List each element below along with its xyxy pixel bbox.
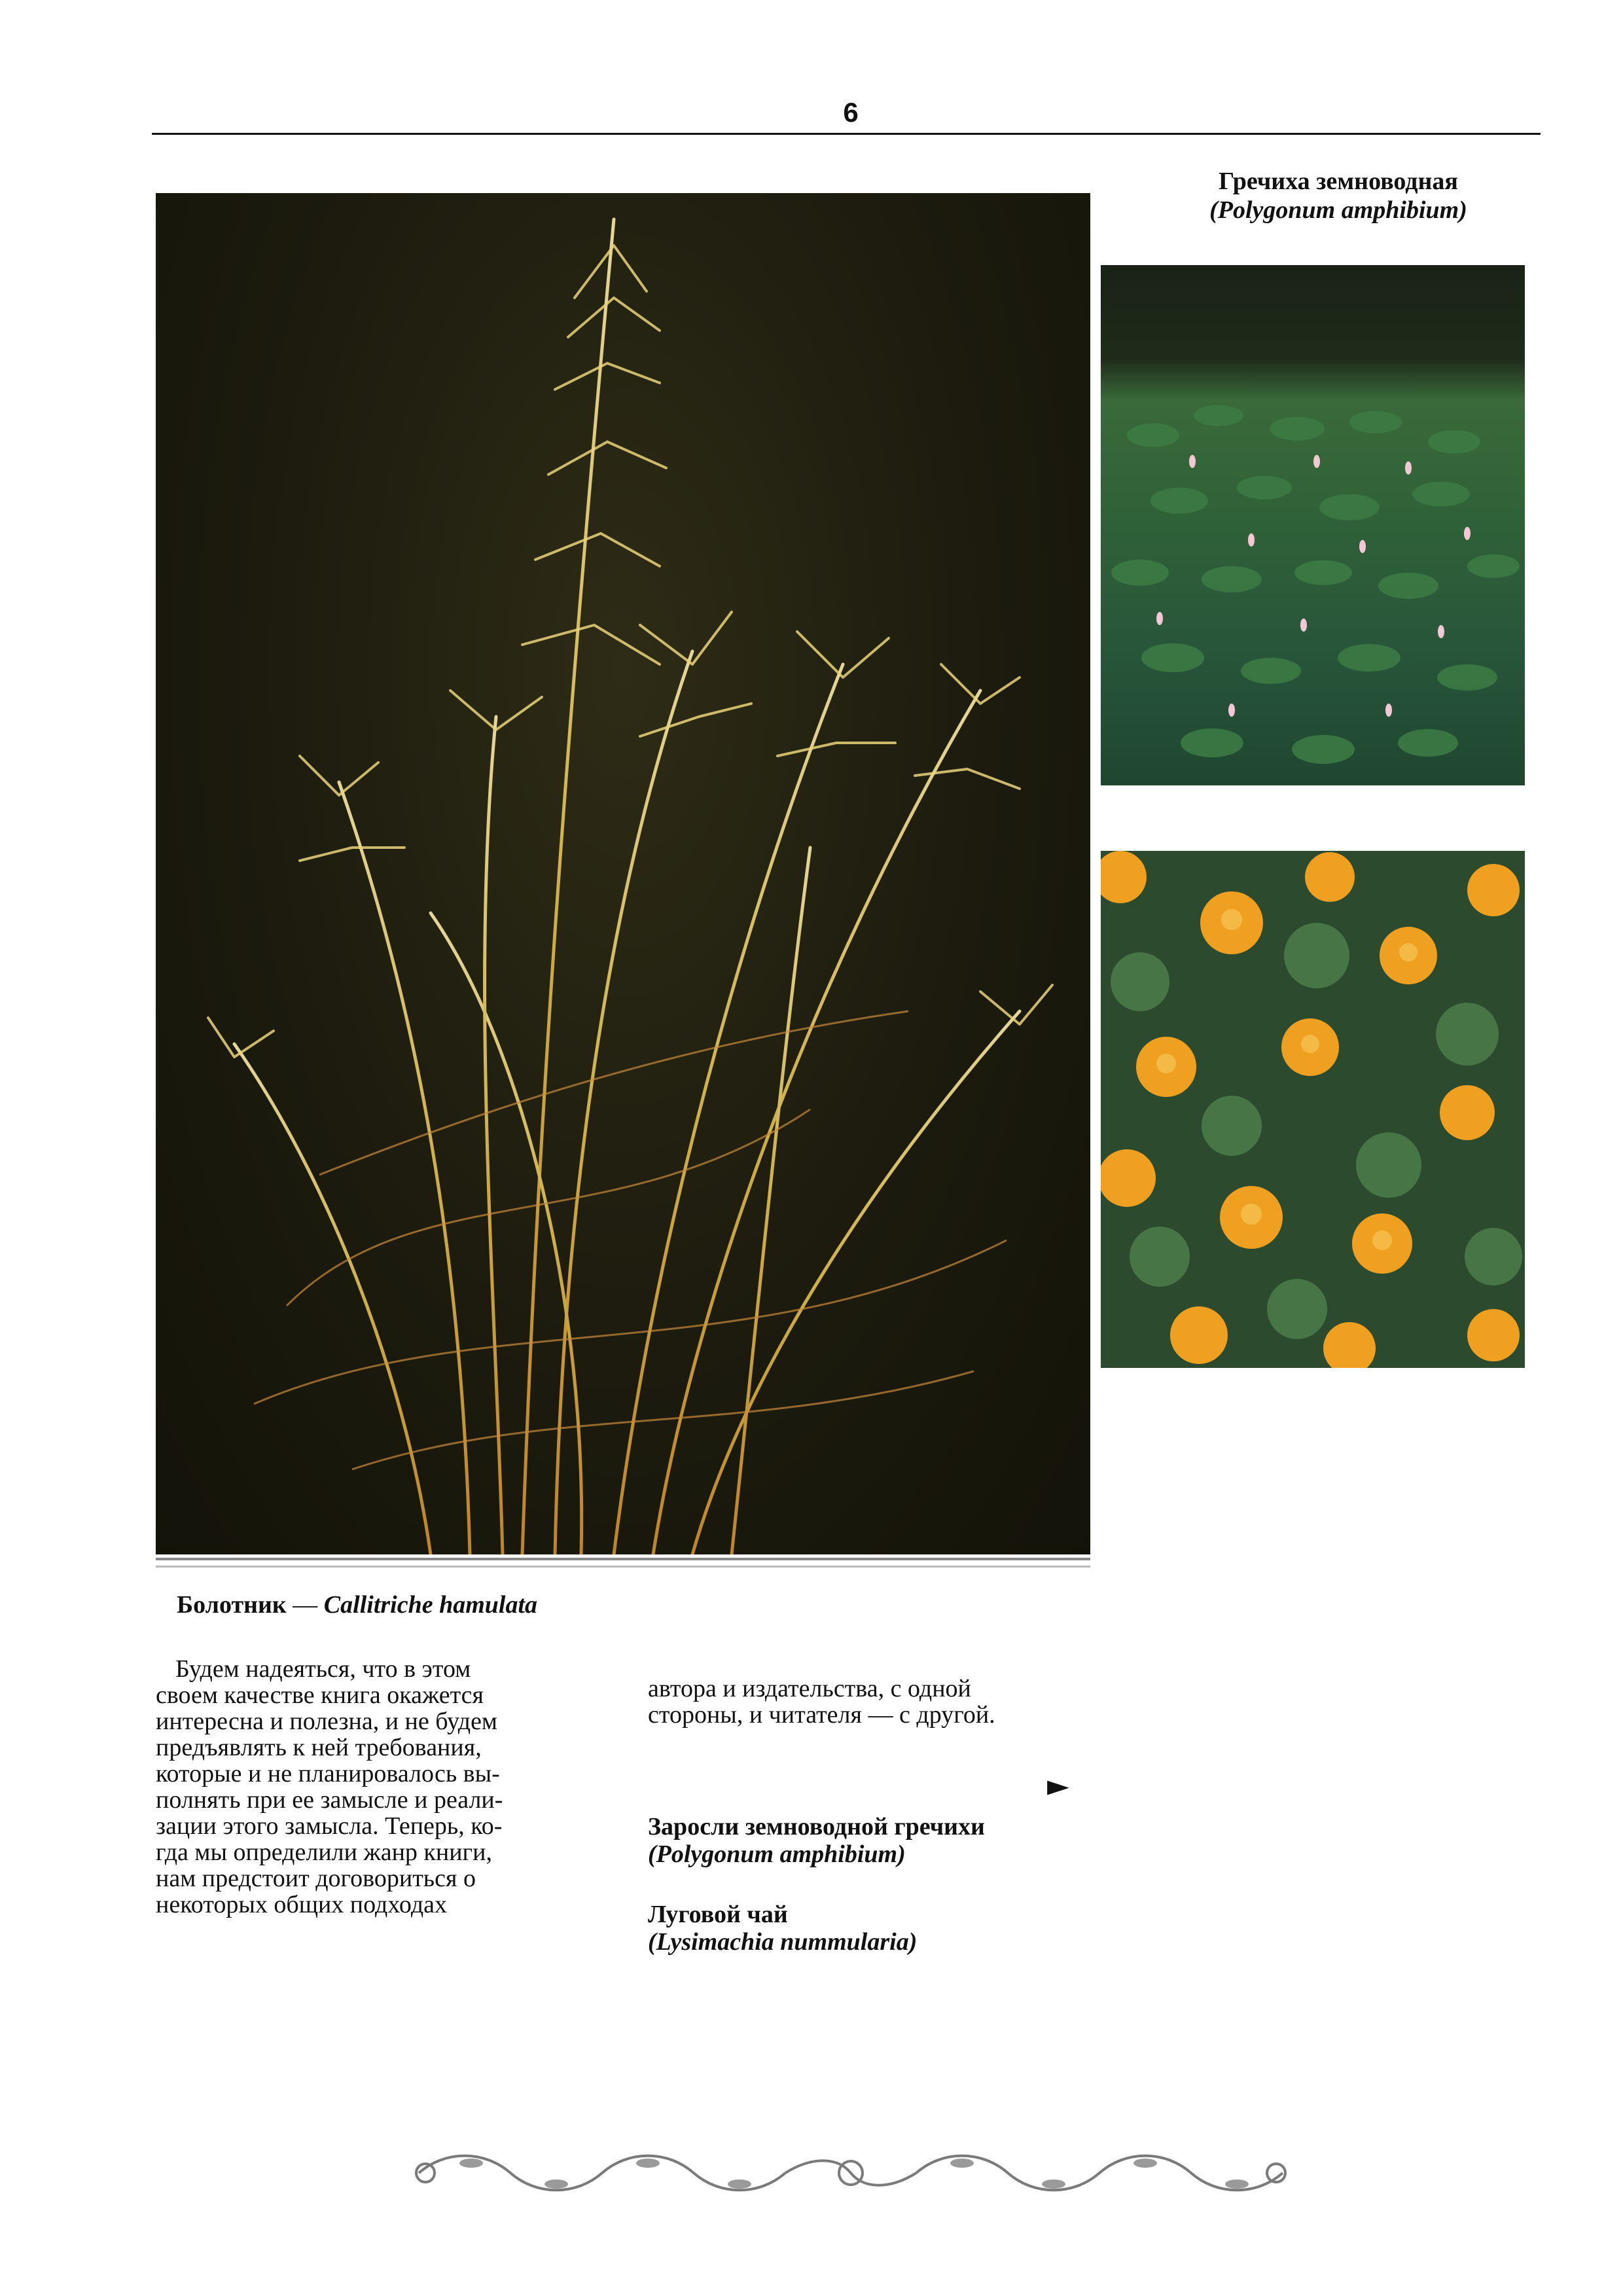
photo-callitriche [156, 193, 1090, 1554]
body-line: своем качестве книга окажется [156, 1681, 484, 1709]
body-text-left-column [156, 1656, 575, 1918]
caption-polygonum-title: Гречиха земноводная [1219, 168, 1458, 195]
body-line: полнять при ее замысле и реали- [156, 1786, 503, 1814]
photo-captions-list [648, 1813, 1119, 1988]
body-line: гда мы определили жанр книги, [156, 1839, 492, 1866]
body-text-right-column [648, 1676, 1106, 1728]
photo-frame-rule [156, 1558, 1090, 1560]
caption-polygonum [1099, 167, 1577, 224]
caption-dash: — [286, 1591, 324, 1619]
lysimachia-flowers-illustration [1101, 851, 1525, 1368]
callitriche-plant-illustration [156, 193, 1090, 1554]
right-triangle-arrow-icon: ► [1047, 1769, 1069, 1803]
photo-frame-rule [156, 1566, 1090, 1568]
body-line: Будем надеяться, что в этом [175, 1655, 471, 1683]
polygonum-leaves-illustration [1101, 265, 1525, 785]
caption-lysimachia [648, 1901, 1119, 1956]
caption-callitriche [177, 1590, 831, 1619]
caption-latin: (Polygonum amphibium) [648, 1840, 906, 1868]
body-line: интересна и полезна, и не будем [156, 1708, 497, 1735]
photo-polygonum-thicket [1101, 265, 1525, 785]
body-line: нам предстоит договориться о [156, 1865, 476, 1892]
body-line: некоторых общих подходах [156, 1891, 448, 1918]
body-line: предъявлять к ней требования, [156, 1734, 482, 1761]
caption-callitriche-latin: Callitriche hamulata [323, 1591, 538, 1619]
caption-polygonum-latin: (Polygonum amphibium) [1209, 196, 1467, 224]
decorative-vine-ornament-icon [406, 2144, 1296, 2202]
header-rule [152, 133, 1541, 135]
caption-latin: (Lysimachia nummularia) [648, 1928, 918, 1956]
body-line: зации этого замысла. Теперь, ко- [156, 1812, 503, 1840]
body-line: стороны, и читателя — с другой. [648, 1701, 995, 1729]
body-line: автора и издательства, с одной [648, 1675, 971, 1702]
page-number: 6 [843, 97, 859, 128]
caption-callitriche-name: Болотник [177, 1591, 287, 1619]
photo-lysimachia [1101, 851, 1525, 1368]
caption-polygonum-thicket [648, 1813, 1119, 1868]
caption-title: Луговой чай [648, 1901, 788, 1928]
caption-title: Заросли земноводной гречихи [648, 1813, 985, 1840]
body-line: которые и не планировалось вы- [156, 1760, 500, 1787]
